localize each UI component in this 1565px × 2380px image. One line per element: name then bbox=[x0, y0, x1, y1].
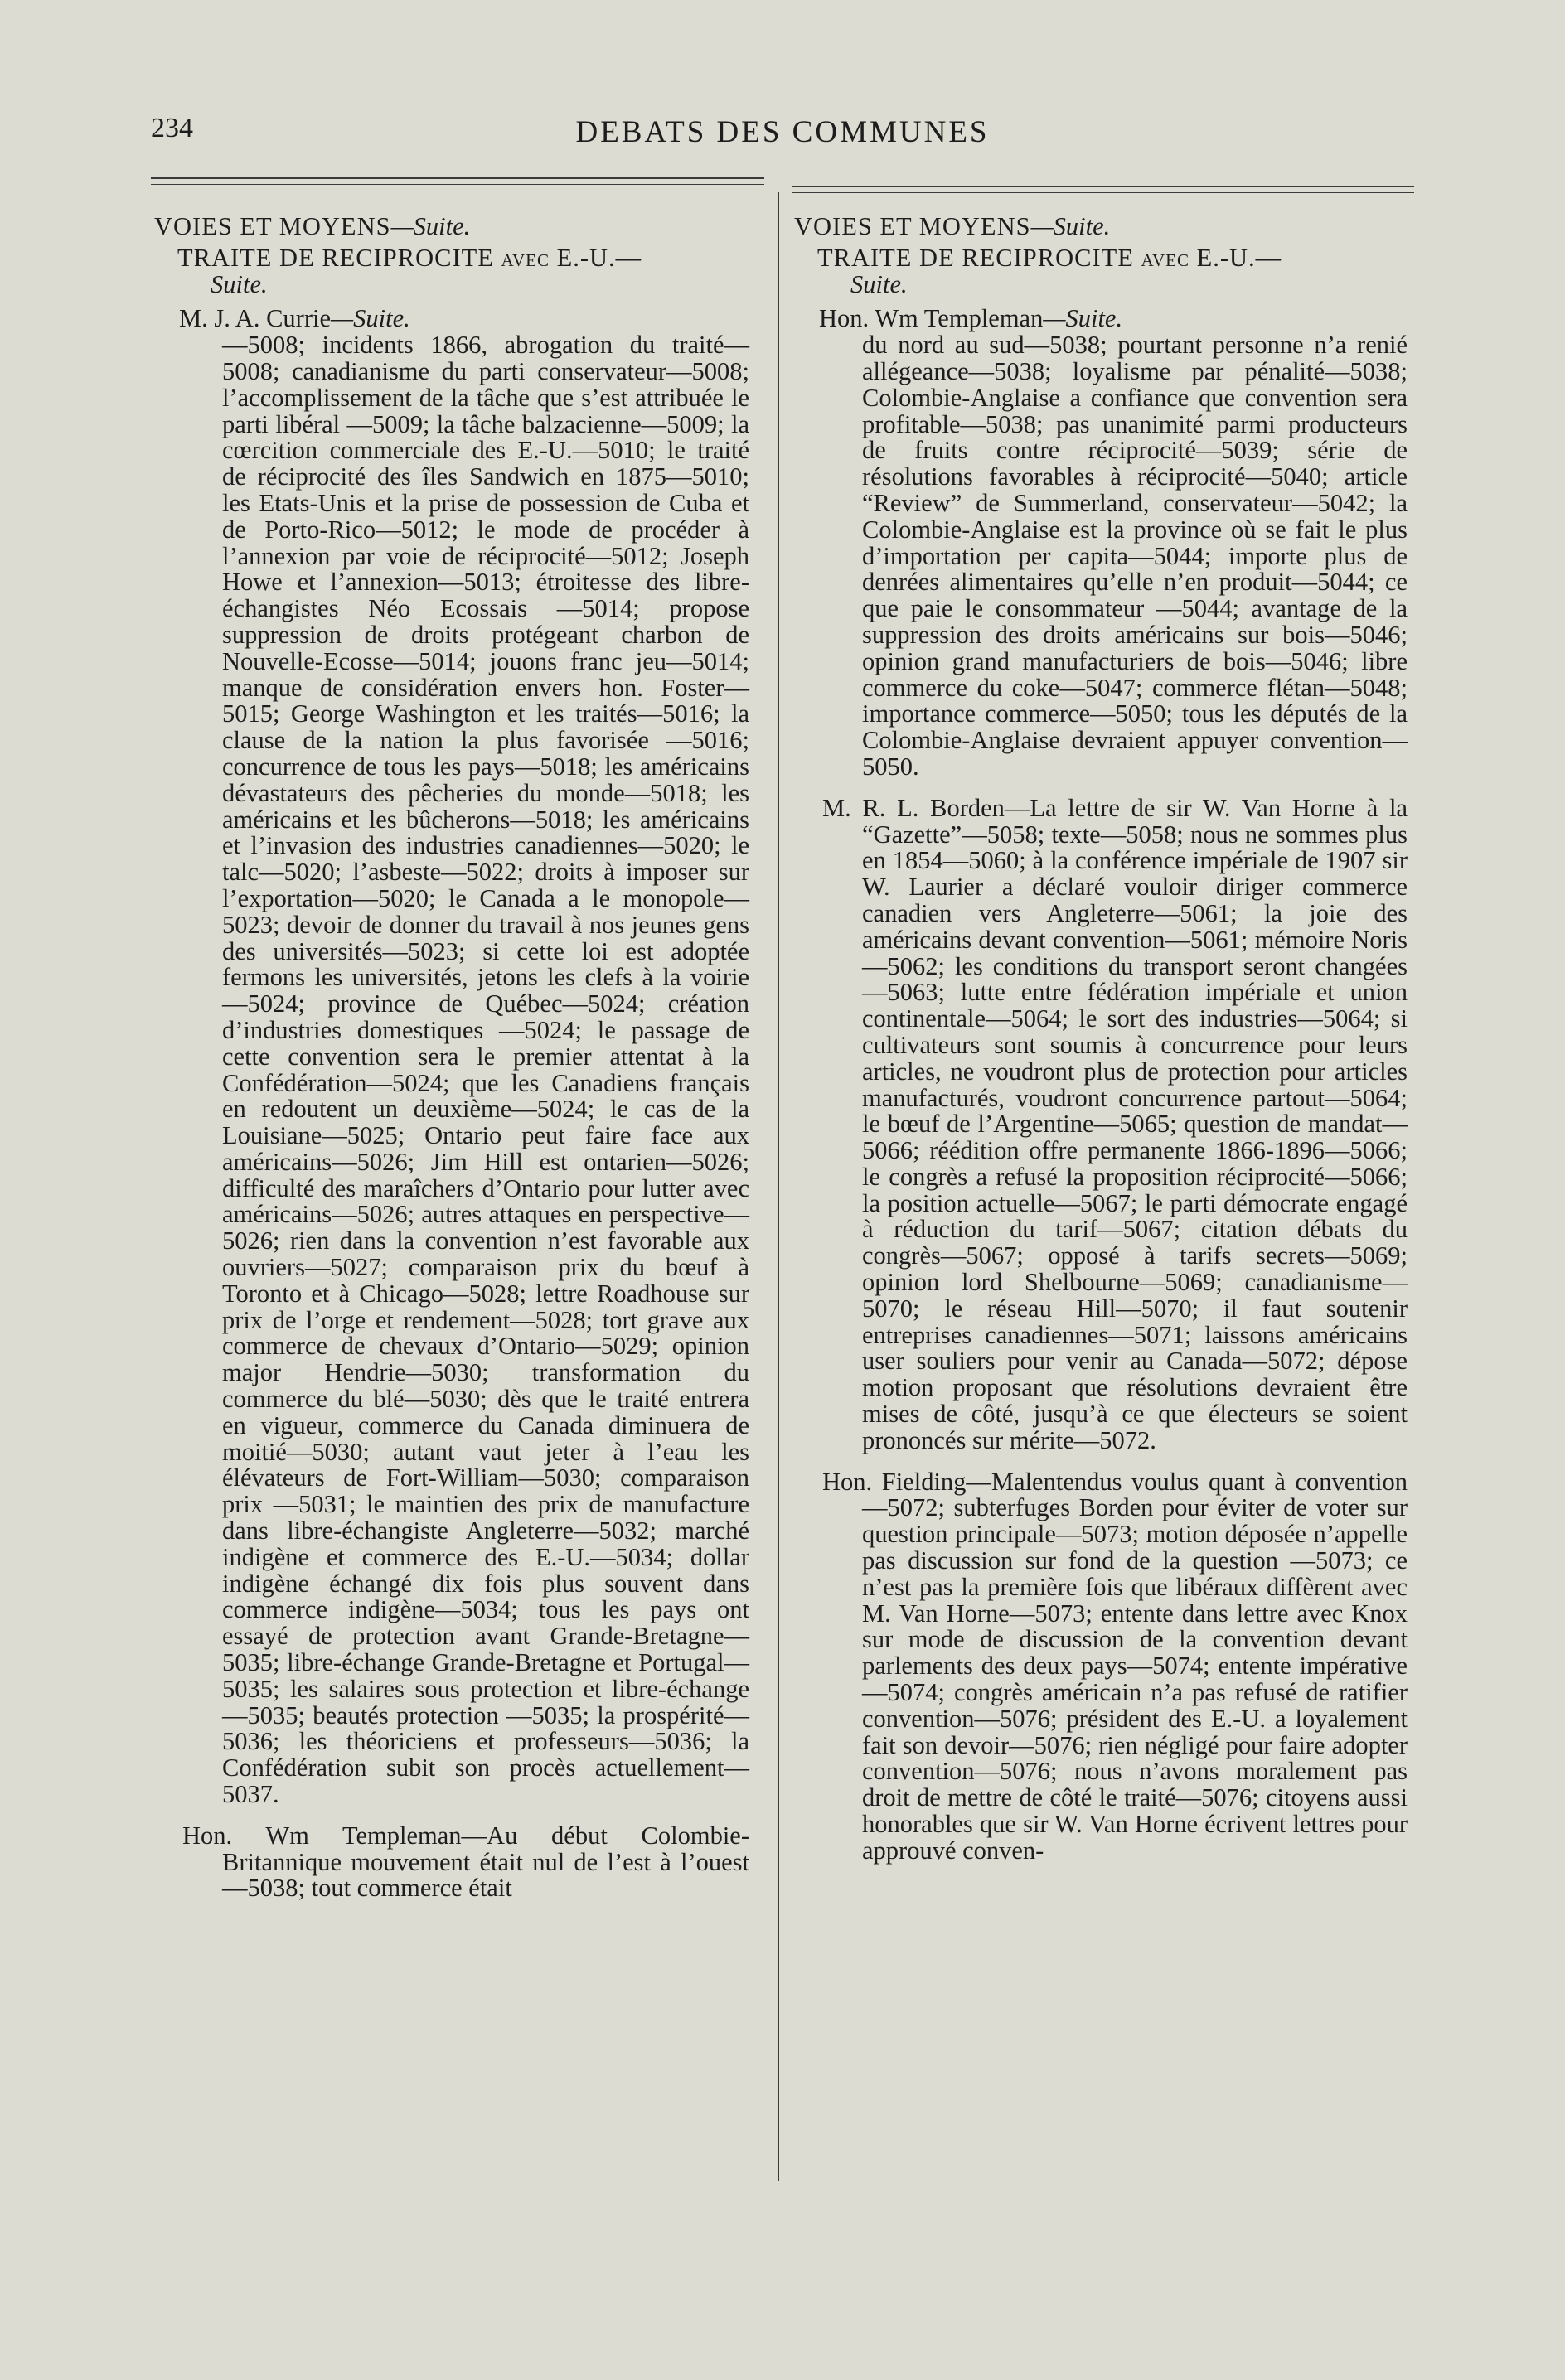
entry-templeman: Hon. Wm Templeman—Au début Colombie-Britannique mouvement était nul de l’est à l’ouest—5038; tout commerce était bbox=[182, 1821, 749, 1903]
subsection-heading-left: TRAITE DE RECIPROCITE avec E.-U.— Suite. bbox=[177, 243, 642, 298]
entry-currie-continuation: —5008; incidents 1866, abrogation du traité—5008; canadianisme du parti conservateur—5008; l’accomplissement de la tâche que s’est attribuée le parti libéral —5009; la tâche balzacienne—5009; la cœrcition commerciale des E.-U.—5010; le traité de réciprocité des îles Sandwich en 1875—5010; les Etats-Unis et la prise de possession de Cuba et de Porto-Rico—5012; le mode de procéder à l’annexion par voie de réciprocité—5012; Joseph Howe et l’annexion—5013; étroitesse des libre-échangistes Néo Ecossais —5014; propose suppression de droits protégeant charbon de Nouvelle-Ecosse—5014; jouons franc jeu—5014; manque de considération envers hon. Foster—5015; George Washington et les traités—5016; la clause de la nation la plus favorisée —5016; concurrence de tous les pays—5018; les américains dévastateurs des pêcheries du monde—5018; les américains et les bûcherons—5018; les américains et l’invasion des industries canadiennes—5020; le talc—5020; l’asbeste—5022; droits à imposer sur l’exportation—5020; le Canada a le monopole—5023; devoir de donner du travail à nos jeunes gens des universités—5023; si cette loi est adoptée fermons les universités, jetons les clefs à la voirie—5024; province de Québec—5024; création d’industries domestiques —5024; le passage de cette convention sera le premier attentat à la Confédération—5024; que les Canadiens français en redoutent un deuxième—5024; le cas de la Louisiane—5025; Ontario peut faire face aux américains—5026; Jim Hill est ontarien—5026; difficulté des maraîchers d’Ontario pour lutter avec américains—5026; autres attaques en perspective—5026; rien dans la convention n’est favorable aux ouvriers—5027; comparaison prix du bœuf à Toronto et à Chicago—5028; lettre Roadhouse sur prix de l’orge et rendement—5028; tort grave aux commerce de chevaux d’Ontario—5029; opinion major Hendrie—5030; transformation du commerce du blé—5030; dès que le traité entrera en vigueur, commerce du Canada diminuera de moitié—5030; autant vaut jeter à l’eau les élévateurs de Fort-William—5030; comparaison prix —5031; le maintien des prix de manufacture dans libre-échangiste Angleterre—5032; marché indigène et commerce des E.-U.—5034; dollar indigène échangé dix fois plus souvent dans commerce indigène—5034; tous les pays ont essayé de protection avant Grande-Bretagne—5035; libre-échange Grande-Bretagne et Portugal—5035; les salaires sous protection et libre-échange—5035; beautés protection —5035; la prospérité—5036; les théoriciens et professeurs—5036; la Confédération subit son procès actuellement—5037. bbox=[222, 331, 749, 1809]
running-head: DEBATS DES COMMUNES bbox=[575, 115, 990, 149]
entry-templeman-continuation: du nord au sud—5038; pourtant personne n’a renié allégeance—5038; loyalisme par pénalité—5038; Colombie-Anglaise a confiance que convention sera profitable—5038; pas unanimité parmi producteurs de fruits contre réciprocité—5039; série de résolutions favorables à réciprocité—5040; article “Review” de Summerland, conservateur—5042; la Colombie-Anglaise est la province où se fait le plus d’importation per capita—5044; importe plus de denrées alimentaires qu’elle n’en produit—5044; ce que paie le consommateur —5044; avantage de la suppression des droits américains sur bois—5046; opinion grand manufacturiers de bois—5046; libre commerce du coke—5047; commerce flétan—5048; importance commerce—5050; tous les députés de la Colombie-Anglaise devraient appuyer convention—5050. bbox=[862, 331, 1408, 781]
column-divider bbox=[778, 192, 779, 2181]
header-rule-left-bottom bbox=[151, 184, 764, 185]
section-heading-right: VOIES ET MOYENS—Suite. bbox=[794, 212, 1111, 240]
header-rule-right-bottom bbox=[792, 192, 1414, 193]
header-rule-left-top bbox=[151, 177, 764, 179]
left-column bbox=[154, 214, 749, 1902]
entry-borden: M. R. L. Borden—La lettre de sir W. Van Horne à la “Gazette”—5058; texte—5058; nous ne sommes plus en 1854—5060; à la conférence impériale de 1907 sir W. Laurier a déclaré vouloir diriger commerce canadien vers Angleterre—5061; la joie des américains devant convention—5061; mémoire Noris—5062; les conditions du transport seront changées—5063; lutte entre fédération impériale et union continentale—5064; le sort des industries—5064; si cultivateurs sont soumis à concurrence pour leurs articles, ne voudront plus de protection pour articles manufacturés, voudront concurrence partout—5064; le bœuf de l’Argentine—5065; question de mandat—5066; réédition offre permanente 1866-1896—5066; le congrès a refusé la proposition réciprocité—5066; la position actuelle—5067; le parti démocrate engagé à réduction du tarif—5067; citation débats du congrès—5067; opposé à tarifs secrets—5069; opinion lord Shelbourne—5069; canadianisme—5070; le réseau Hill—5070; il faut soutenir entreprises canadiennes—5071; laissons américains user souliers pour venir au Canada—5072; dépose motion proposant que résolutions devraient être mises de côté, jusqu’à ce que électeurs se soient prononcés sur mérite—5072. bbox=[822, 793, 1408, 1454]
speaker-heading-right: Hon. Wm Templeman—Suite. bbox=[819, 304, 1123, 333]
section-heading-left: VOIES ET MOYENS—Suite. bbox=[154, 212, 471, 240]
subsection-heading-right: TRAITE DE RECIPROCITE avec E.-U.— Suite. bbox=[817, 243, 1282, 298]
entry-fielding: Hon. Fielding—Malentendus voulus quant à convention—5072; subterfuges Borden pour éviter de voter sur question principale—5073; motion déposée n’appelle pas discussion sur fond de la question —5073; ce n’est pas la première fois que libéraux diffèrent avec M. Van Horne—5073; entente dans lettre avec Knox sur mode de discussion de la convention devant parlements des deux pays—5074; entente impérative—5074; congrès américain n’a pas refusé de ratifier convention—5076; président des E.-U. a loyalement fait son devoir—5076; rien négligé pour faire adopter convention—5076; nous n’avons moralement pas droit de mettre de côté le traité—5076; citoyens aussi honorables que sir W. Van Horne écrivent lettres pour approuvé conven- bbox=[822, 1467, 1408, 1865]
speaker-heading-left: M. J. A. Currie—Suite. bbox=[179, 304, 410, 333]
right-column bbox=[794, 214, 1408, 1865]
page-number: 234 bbox=[151, 113, 193, 143]
header-rule-right-top bbox=[792, 186, 1414, 187]
